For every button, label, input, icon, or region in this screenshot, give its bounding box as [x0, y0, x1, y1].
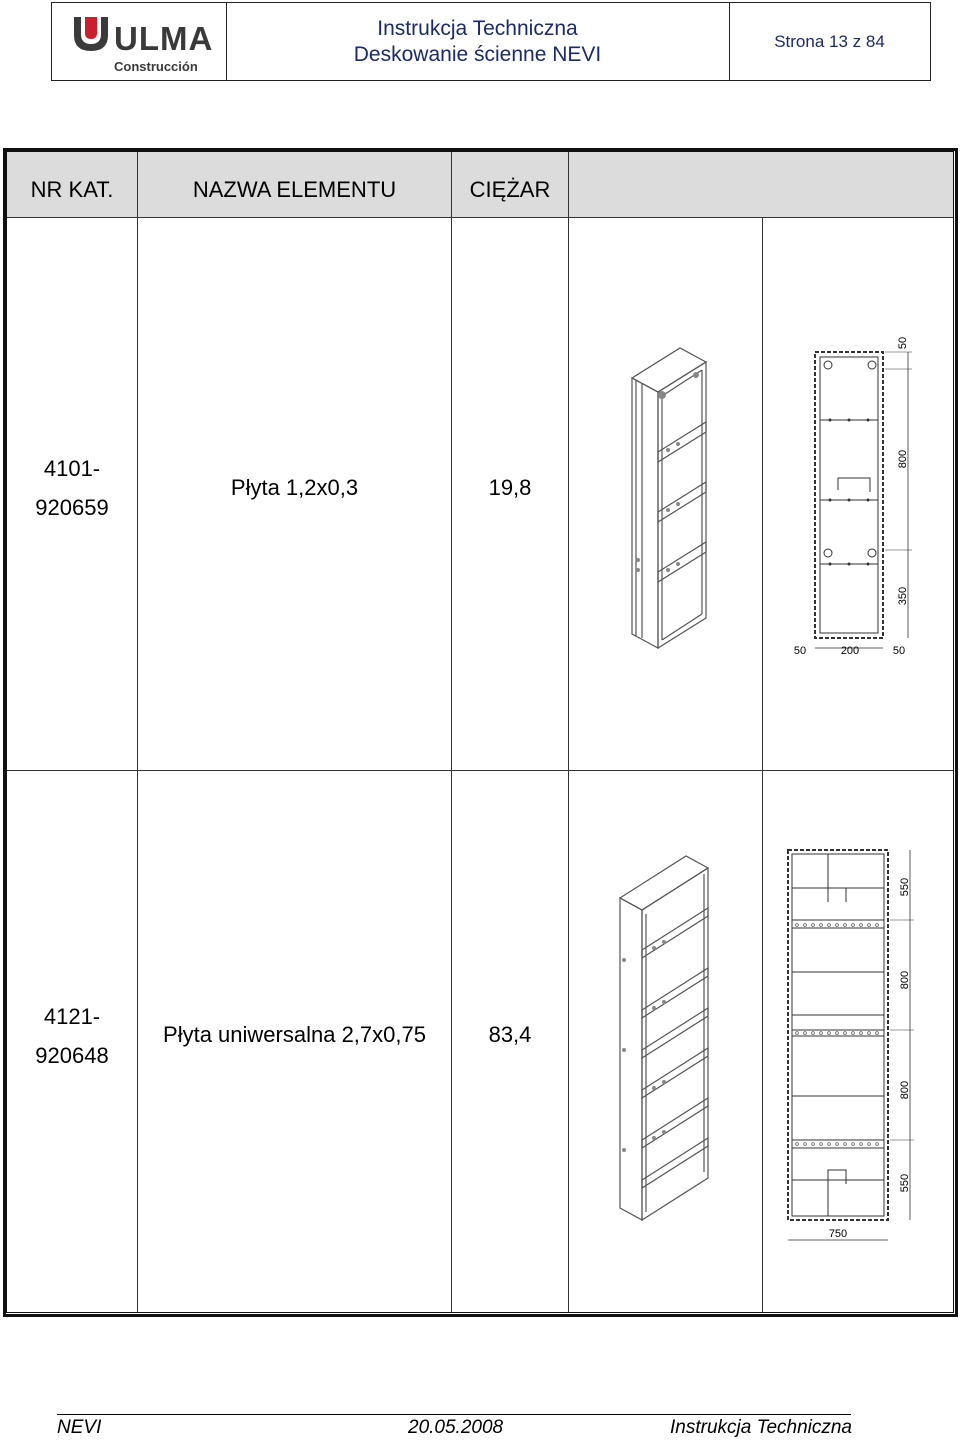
logo-subtitle: Construcción	[114, 59, 198, 74]
page-number: Strona 13 z 84	[774, 31, 885, 51]
dim-label: 550	[899, 877, 911, 897]
row-divider	[7, 217, 953, 218]
logo-cell	[52, 3, 227, 80]
dim-label: 50	[793, 645, 807, 657]
page-number-cell	[729, 3, 930, 80]
footer-left: NEVI	[57, 1417, 102, 1438]
dim-label: 200	[840, 645, 860, 657]
dim-label: 350	[897, 586, 909, 606]
panel-1-technical-drawing	[780, 320, 920, 665]
dim-label: 800	[899, 1080, 911, 1100]
row-divider	[7, 770, 953, 771]
col-header-catalog: NR KAT.	[30, 177, 114, 202]
footer-rule	[57, 1414, 851, 1415]
table-row-1-weight: 19,8	[488, 475, 532, 500]
col-divider	[451, 152, 452, 1312]
dim-label: 550	[899, 1173, 911, 1193]
table-row-1-code	[7, 449, 137, 527]
col-header-name: NAZWA ELEMENTU	[192, 177, 397, 202]
ulma-logo-icon	[72, 15, 110, 53]
table-row-2-code	[7, 997, 137, 1075]
table-row-2-name: Płyta uniwersalna 2,7x0,75	[163, 1022, 426, 1047]
document-title	[226, 3, 730, 80]
dim-label: 50	[897, 336, 909, 350]
panel-2-isometric-drawing	[612, 850, 712, 1225]
table-row-2-weight: 83,4	[488, 1022, 532, 1047]
dim-label: 800	[899, 970, 911, 990]
dim-label: 750	[828, 1228, 848, 1240]
dim-label: 50	[892, 645, 906, 657]
code-part-1: 4101-	[43, 456, 101, 481]
col-divider	[762, 217, 763, 1312]
code-part-1: 4121-	[43, 1004, 101, 1029]
title-line-2: Deskowanie ścienne NEVI	[353, 42, 602, 66]
col-divider	[568, 152, 569, 1312]
logo-wordmark: ULMA	[114, 20, 214, 57]
footer-date: 20.05.2008	[408, 1417, 504, 1438]
page-header	[51, 2, 931, 81]
panel-1-isometric-drawing	[620, 340, 720, 655]
title-line-1: Instrukcja Techniczna	[377, 16, 578, 40]
col-divider	[137, 152, 138, 1312]
footer-right: Instrukcja Techniczna	[670, 1417, 853, 1438]
col-header-weight: CIĘŻAR	[469, 177, 551, 202]
code-part-2: 920659	[35, 495, 109, 520]
code-part-2: 920648	[35, 1043, 109, 1068]
dim-label: 800	[897, 449, 909, 469]
table-row-1-name: Płyta 1,2x0,3	[230, 475, 359, 500]
